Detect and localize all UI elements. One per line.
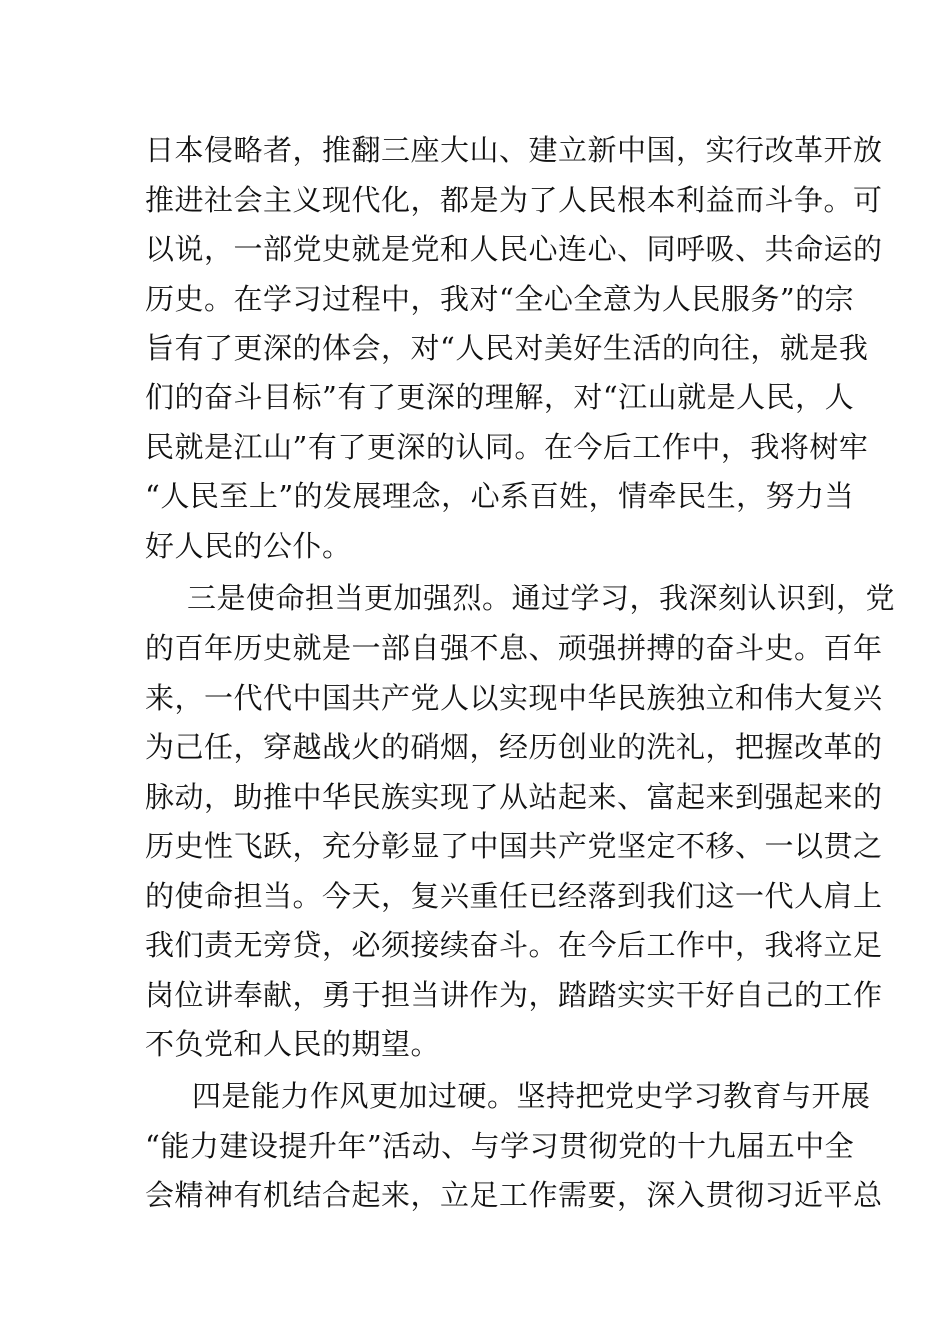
text-line: 会精神有机结合起来，立足工作需要，深入贯彻习近平总: [145, 1178, 883, 1212]
text-line: 推进社会主义现代化，都是为了人民根本利益而斗争。可: [145, 183, 883, 217]
text-line: 我们责无旁贷，必须接续奋斗。在今后工作中，我将立足: [145, 928, 883, 962]
paragraph-first-line: 四是能力作风更加过硬。坚持把党史学习教育与开展: [192, 1079, 871, 1113]
text-line: 脉动，助推中华民族实现了从站起来、富起来到强起来的: [145, 780, 883, 814]
text-line: 历史。在学习过程中，我对“全心全意为人民服务”的宗: [145, 282, 855, 316]
text-line: 岗位讲奉献，勇于担当讲作为，踏踏实实干好自己的工作: [145, 978, 883, 1012]
text-line: 好人民的公仆。: [145, 529, 352, 563]
text-line: “人民至上”的发展理念，心系百姓，情牵民生，努力当: [145, 479, 855, 513]
text-line: 以说，一部党史就是党和人民心连心、同呼吸、共命运的: [145, 232, 883, 266]
text-line: 不负党和人民的期望。: [145, 1027, 441, 1061]
text-line: 的使命担当。今天，复兴重任已经落到我们这一代人肩上: [145, 879, 883, 913]
text-line: 日本侵略者，推翻三座大山、建立新中国，实行改革开放: [145, 133, 883, 167]
text-line: 的百年历史就是一部自强不息、顽强拼搏的奋斗史。百年: [145, 631, 883, 665]
text-line: 们的奋斗目标”有了更深的理解，对“江山就是人民，人: [145, 380, 855, 414]
text-line: 来，一代代中国共产党人以实现中华民族独立和伟大复兴: [145, 681, 883, 715]
text-line: 历史性飞跃，充分彰显了中国共产党坚定不移、一以贯之: [145, 829, 883, 863]
text-line: “能力建设提升年”活动、与学习贯彻党的十九届五中全: [145, 1129, 855, 1163]
text-line: 旨有了更深的体会，对“人民对美好生活的向往，就是我: [145, 331, 869, 365]
paragraph-first-line: 三是使命担当更加强烈。通过学习，我深刻认识到，党: [187, 581, 896, 615]
text-line: 为己任，穿越战火的硝烟，经历创业的洗礼，把握改革的: [145, 730, 883, 764]
text-line: 民就是江山”有了更深的认同。在今后工作中，我将树牢: [145, 430, 869, 464]
